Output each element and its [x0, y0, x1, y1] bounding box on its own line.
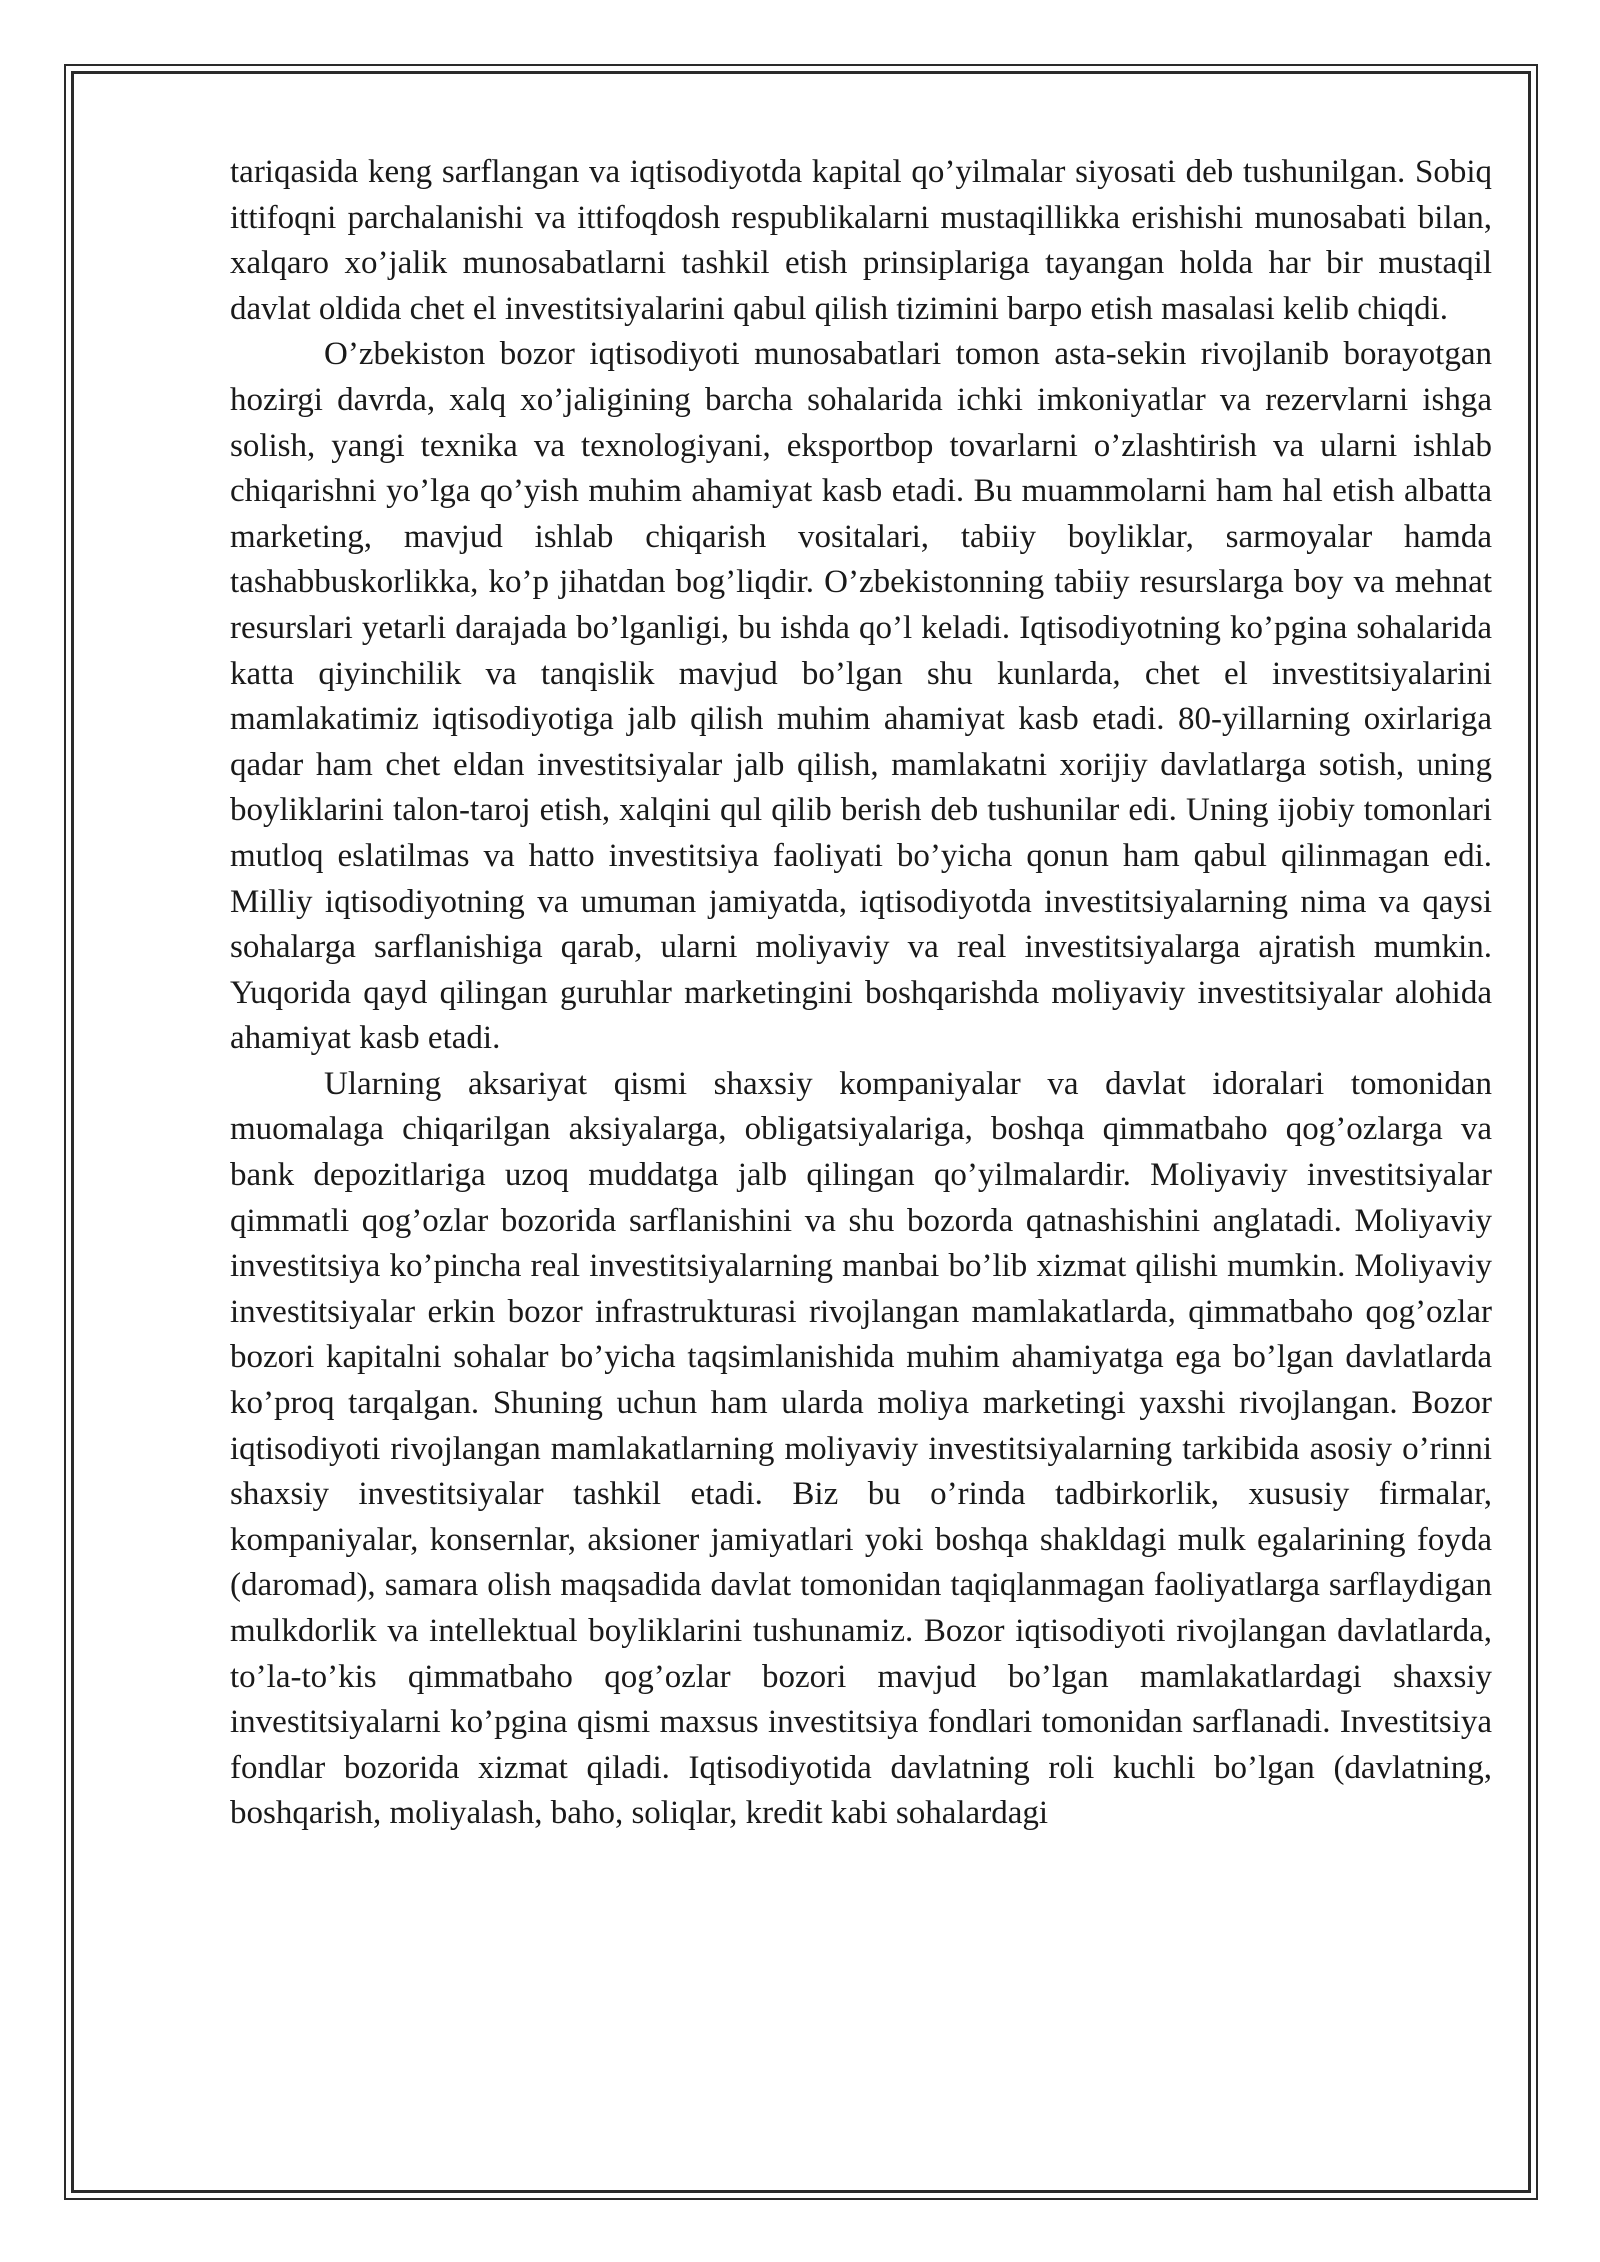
document-body	[230, 150, 1492, 1837]
paragraph-2: O’zbekiston bozor iqtisodiyoti munosabatlari tomon asta-sekin rivojlanib borayotgan hozirgi davrda, xalq xo’jaligining barcha sohalarida ichki imkoniyatlar va rezervlarni ishga solish, yangi texnika va texnologiyani, eksportbop tovarlarni o’zlashtirish va ularni ishlab chiqarishni yo’lga qo’yish muhim ahamiyat kasb etadi. Bu muammolarni ham hal etish albatta marketing, mavjud ishlab chiqarish vositalari, tabiiy boyliklar, sarmoyalar hamda tashabbuskorlikka, ko’p jihatdan bog’liqdir. O’zbekistonning tabiiy resurslarga boy va mehnat resurslari yetarli darajada bo’lganligi, bu ishda qo’l keladi. Iqtisodiyotning ko’pgina sohalarida katta qiyinchilik va tanqislik mavjud bo’lgan shu kunlarda, chet el investitsiyalarini mamlakatimiz iqtisodiyotiga jalb qilish muhim ahamiyat kasb etadi. 80-yillarning oxirlariga qadar ham chet eldan investitsiyalar jalb qilish, mamlakatni xorijiy davlatlarga sotish, uning boyliklarini talon-taroj etish, xalqini qul qilib berish deb tushunilar edi. Uning ijobiy tomonlari mutloq eslatilmas va hatto investitsiya faoliyati bo’yicha qonun ham qabul qilinmagan edi. Milliy iqtisodiyotning va umuman jamiyatda, iqtisodiyotda investitsiyalarning nima va qaysi sohalarga sarflanishiga qarab, ularni moliyaviy va real investitsiyalarga ajratish mumkin. Yuqorida qayd qilingan guruhlar marketingini boshqarishda moliyaviy investitsiyalar alohida ahamiyat kasb etadi.	[230, 336, 1492, 1057]
paragraph-3: Ularning aksariyat qismi shaxsiy kompaniyalar va davlat idoralari tomonidan muomalaga chiqarilgan aksiyalarga, obligatsiyalariga, boshqa qimmatbaho qog’ozlarga va bank depozitlariga uzoq muddatga jalb qilingan qo’yilmalardir. Moliyaviy investitsiyalar qimmatli qog’ozlar bozorida sarflanishini va shu bozorda qatnashishini anglatadi. Moliyaviy investitsiya ko’pincha real investitsiyalarning manbai bo’lib xizmat qilishi mumkin. Moliyaviy investitsiyalar erkin bozor infrastrukturasi rivojlangan mamlakatlarda, qimmatbaho qog’ozlar bozori kapitalni sohalar bo’yicha taqsimlanishida muhim ahamiyatga ega bo’lgan davlatlarda ko’proq tarqalgan. Shuning uchun ham ularda moliya marketingi yaxshi rivojlangan. Bozor iqtisodiyoti rivojlangan mamlakatlarning moliyaviy investitsiyalarning tarkibida asosiy o’rinni shaxsiy investitsiyalar tashkil etadi. Biz bu o’rinda tadbirkorlik, xususiy firmalar, kompaniyalar, konsernlar, aksioner jamiyatlari yoki boshqa shakldagi mulk egalarining foyda (daromad), samara olish maqsadida davlat tomonidan taqiqlanmagan faoliyatlarga sarflaydigan mulkdorlik va intellektual boyliklarini tushunamiz. Bozor iqtisodiyoti rivojlangan davlatlarda, to’la-to’kis qimmatbaho qog’ozlar bozori mavjud bo’lgan mamlakatlardagi shaxsiy investitsiyalarni ko’pgina qismi maxsus investitsiya fondlari tomonidan sarflanadi. Investitsiya fondlar bozorida xizmat qiladi. Iqtisodiyotida davlatning roli kuchli bo’lgan (davlatning, boshqarish, moliyalash, baho, soliqlar, kredit kabi sohalardagi	[230, 1065, 1492, 1832]
paragraph-1: tariqasida keng sarflangan va iqtisodiyotda kapital qo’yilmalar siyosati deb tushunilgan. Sobiq ittifoqni parchalanishi va ittifoqdosh respublikalarni mustaqillikka erishishi munosabati bilan, xalqaro xo’jalik munosabatlarni tashkil etish prinsiplariga tayangan holda har bir mustaqil davlat oldida chet el investitsiyalarini qabul qilish tizimini barpo etish masalasi kelib chiqdi.	[230, 154, 1492, 327]
